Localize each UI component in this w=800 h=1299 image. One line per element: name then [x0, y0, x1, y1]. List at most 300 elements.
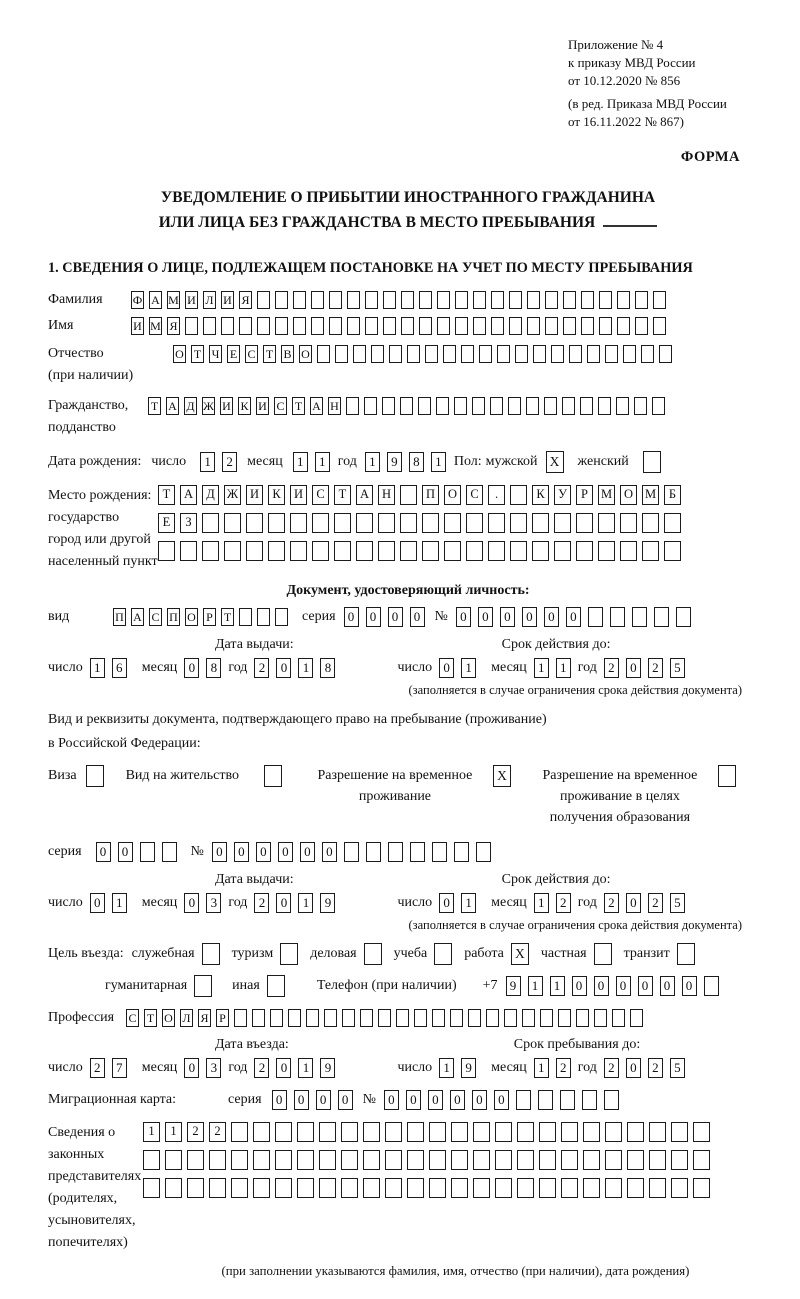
char-cell[interactable]: 1: [112, 893, 127, 913]
char-cell[interactable]: [604, 1090, 619, 1110]
char-cell[interactable]: [335, 345, 348, 363]
char-cell[interactable]: [252, 1009, 265, 1027]
char-cell[interactable]: И: [290, 485, 307, 505]
char-cell[interactable]: 0: [660, 976, 675, 996]
char-cell[interactable]: 0: [594, 976, 609, 996]
char-cell[interactable]: А: [131, 608, 144, 626]
char-cell[interactable]: 9: [320, 1058, 335, 1078]
char-cell[interactable]: [180, 541, 197, 561]
char-cell[interactable]: 0: [184, 658, 199, 678]
char-cell[interactable]: [297, 1150, 314, 1170]
char-cell[interactable]: 3: [206, 1058, 221, 1078]
char-cell[interactable]: [346, 397, 359, 415]
char-cell[interactable]: [410, 842, 425, 862]
char-cell[interactable]: Н: [378, 485, 395, 505]
char-cell[interactable]: [599, 317, 612, 335]
char-cell[interactable]: [671, 1178, 688, 1198]
char-cell[interactable]: [385, 1150, 402, 1170]
char-cell[interactable]: 2: [604, 658, 619, 678]
char-cell[interactable]: О: [444, 485, 461, 505]
char-cell[interactable]: 0: [439, 893, 454, 913]
char-cell[interactable]: 0: [384, 1090, 399, 1110]
char-cell[interactable]: [344, 842, 359, 862]
char-cell[interactable]: И: [185, 291, 198, 309]
char-cell[interactable]: 9: [461, 1058, 476, 1078]
business-checkbox[interactable]: [364, 943, 382, 965]
char-cell[interactable]: [623, 345, 636, 363]
char-cell[interactable]: [664, 541, 681, 561]
char-cell[interactable]: 1: [550, 976, 565, 996]
char-cell[interactable]: [598, 541, 615, 561]
char-cell[interactable]: А: [180, 485, 197, 505]
char-cell[interactable]: [532, 541, 549, 561]
char-cell[interactable]: [576, 541, 593, 561]
char-cell[interactable]: [275, 1178, 292, 1198]
char-cell[interactable]: [319, 1122, 336, 1142]
char-cell[interactable]: Р: [216, 1009, 229, 1027]
char-cell[interactable]: [509, 317, 522, 335]
char-cell[interactable]: 7: [112, 1058, 127, 1078]
char-cell[interactable]: [634, 397, 647, 415]
char-cell[interactable]: [231, 1150, 248, 1170]
char-cell[interactable]: [491, 317, 504, 335]
char-cell[interactable]: [383, 317, 396, 335]
char-cell[interactable]: [605, 1150, 622, 1170]
char-cell[interactable]: 2: [604, 893, 619, 913]
char-cell[interactable]: [630, 1009, 643, 1027]
char-cell[interactable]: 1: [293, 452, 308, 472]
char-cell[interactable]: [342, 1009, 355, 1027]
char-cell[interactable]: [383, 291, 396, 309]
char-cell[interactable]: 1: [556, 658, 571, 678]
char-cell[interactable]: [527, 291, 540, 309]
char-cell[interactable]: [288, 1009, 301, 1027]
char-cell[interactable]: С: [274, 397, 287, 415]
char-cell[interactable]: [510, 513, 527, 533]
char-cell[interactable]: [444, 513, 461, 533]
char-cell[interactable]: О: [299, 345, 312, 363]
char-cell[interactable]: [407, 1178, 424, 1198]
char-cell[interactable]: [312, 513, 329, 533]
char-cell[interactable]: 1: [298, 658, 313, 678]
char-cell[interactable]: [642, 541, 659, 561]
char-cell[interactable]: [311, 291, 324, 309]
char-cell[interactable]: 0: [322, 842, 337, 862]
char-cell[interactable]: [526, 397, 539, 415]
char-cell[interactable]: 3: [206, 893, 221, 913]
char-cell[interactable]: П: [113, 608, 126, 626]
char-cell[interactable]: [545, 291, 558, 309]
char-cell[interactable]: [425, 345, 438, 363]
char-cell[interactable]: [583, 1150, 600, 1170]
char-cell[interactable]: 0: [256, 842, 271, 862]
char-cell[interactable]: [224, 541, 241, 561]
char-cell[interactable]: [649, 1178, 666, 1198]
char-cell[interactable]: 1: [143, 1122, 160, 1142]
char-cell[interactable]: [185, 317, 198, 335]
char-cell[interactable]: [533, 345, 546, 363]
char-cell[interactable]: [378, 541, 395, 561]
char-cell[interactable]: [187, 1178, 204, 1198]
char-cell[interactable]: [587, 345, 600, 363]
char-cell[interactable]: [202, 541, 219, 561]
char-cell[interactable]: [209, 1150, 226, 1170]
char-cell[interactable]: [347, 291, 360, 309]
char-cell[interactable]: [311, 317, 324, 335]
char-cell[interactable]: [554, 541, 571, 561]
char-cell[interactable]: 0: [626, 893, 641, 913]
char-cell[interactable]: [632, 607, 647, 627]
char-cell[interactable]: [583, 1122, 600, 1142]
char-cell[interactable]: [389, 345, 402, 363]
char-cell[interactable]: 1: [461, 658, 476, 678]
char-cell[interactable]: [246, 513, 263, 533]
char-cell[interactable]: [165, 1150, 182, 1170]
char-cell[interactable]: [231, 1122, 248, 1142]
char-cell[interactable]: [221, 317, 234, 335]
char-cell[interactable]: [275, 1150, 292, 1170]
char-cell[interactable]: С: [466, 485, 483, 505]
char-cell[interactable]: 0: [234, 842, 249, 862]
char-cell[interactable]: Т: [334, 485, 351, 505]
char-cell[interactable]: О: [173, 345, 186, 363]
char-cell[interactable]: 0: [276, 1058, 291, 1078]
char-cell[interactable]: [510, 485, 527, 505]
char-cell[interactable]: 2: [556, 893, 571, 913]
char-cell[interactable]: [539, 1178, 556, 1198]
char-cell[interactable]: 2: [254, 893, 269, 913]
char-cell[interactable]: Я: [167, 317, 180, 335]
char-cell[interactable]: [676, 607, 691, 627]
char-cell[interactable]: [353, 345, 366, 363]
char-cell[interactable]: [488, 513, 505, 533]
char-cell[interactable]: [540, 1009, 553, 1027]
char-cell[interactable]: [312, 541, 329, 561]
char-cell[interactable]: [401, 317, 414, 335]
char-cell[interactable]: [385, 1122, 402, 1142]
char-cell[interactable]: [473, 317, 486, 335]
char-cell[interactable]: [187, 1150, 204, 1170]
char-cell[interactable]: [551, 345, 564, 363]
char-cell[interactable]: [400, 513, 417, 533]
char-cell[interactable]: [693, 1178, 710, 1198]
char-cell[interactable]: 0: [566, 607, 581, 627]
char-cell[interactable]: [329, 291, 342, 309]
char-cell[interactable]: Р: [576, 485, 593, 505]
char-cell[interactable]: [664, 513, 681, 533]
char-cell[interactable]: 0: [344, 607, 359, 627]
char-cell[interactable]: 9: [387, 452, 402, 472]
char-cell[interactable]: М: [150, 318, 161, 333]
char-cell[interactable]: И: [256, 397, 269, 415]
char-cell[interactable]: А: [310, 397, 323, 415]
study-checkbox[interactable]: [434, 943, 452, 965]
char-cell[interactable]: [641, 345, 654, 363]
char-cell[interactable]: [257, 608, 270, 626]
char-cell[interactable]: [561, 1122, 578, 1142]
char-cell[interactable]: [538, 1090, 553, 1110]
char-cell[interactable]: [466, 513, 483, 533]
char-cell[interactable]: [451, 1122, 468, 1142]
char-cell[interactable]: [495, 1150, 512, 1170]
char-cell[interactable]: [363, 1178, 380, 1198]
char-cell[interactable]: [509, 291, 522, 309]
char-cell[interactable]: О: [162, 1009, 175, 1027]
char-cell[interactable]: [588, 607, 603, 627]
char-cell[interactable]: [341, 1178, 358, 1198]
char-cell[interactable]: 5: [670, 1058, 685, 1078]
char-cell[interactable]: [473, 291, 486, 309]
char-cell[interactable]: 0: [118, 842, 133, 862]
char-cell[interactable]: [620, 541, 637, 561]
visa-checkbox[interactable]: [86, 765, 104, 787]
char-cell[interactable]: 0: [450, 1090, 465, 1110]
char-cell[interactable]: [429, 1150, 446, 1170]
char-cell[interactable]: 0: [300, 842, 315, 862]
char-cell[interactable]: О: [185, 608, 198, 626]
char-cell[interactable]: К: [268, 485, 285, 505]
char-cell[interactable]: 0: [366, 607, 381, 627]
char-cell[interactable]: [317, 345, 330, 363]
char-cell[interactable]: [490, 397, 503, 415]
other-checkbox[interactable]: [267, 975, 285, 997]
char-cell[interactable]: [562, 397, 575, 415]
char-cell[interactable]: [290, 513, 307, 533]
char-cell[interactable]: М: [642, 485, 659, 505]
char-cell[interactable]: [451, 1150, 468, 1170]
char-cell[interactable]: 2: [604, 1058, 619, 1078]
char-cell[interactable]: 5: [670, 658, 685, 678]
char-cell[interactable]: [297, 1178, 314, 1198]
char-cell[interactable]: [366, 842, 381, 862]
char-cell[interactable]: [594, 1009, 607, 1027]
char-cell[interactable]: Ж: [224, 485, 241, 505]
char-cell[interactable]: А: [149, 291, 162, 309]
char-cell[interactable]: Я: [198, 1009, 211, 1027]
char-cell[interactable]: 2: [648, 1058, 663, 1078]
char-cell[interactable]: Е: [227, 345, 240, 363]
char-cell[interactable]: [257, 317, 270, 335]
char-cell[interactable]: 0: [522, 607, 537, 627]
char-cell[interactable]: М: [598, 485, 615, 505]
char-cell[interactable]: [598, 397, 611, 415]
char-cell[interactable]: [158, 541, 175, 561]
char-cell[interactable]: [563, 317, 576, 335]
char-cell[interactable]: [356, 541, 373, 561]
char-cell[interactable]: С: [149, 608, 162, 626]
char-cell[interactable]: [407, 1150, 424, 1170]
char-cell[interactable]: 0: [682, 976, 697, 996]
residence-permit-checkbox[interactable]: [264, 765, 282, 787]
char-cell[interactable]: [268, 541, 285, 561]
char-cell[interactable]: [400, 541, 417, 561]
char-cell[interactable]: [365, 291, 378, 309]
char-cell[interactable]: А: [356, 485, 373, 505]
char-cell[interactable]: [270, 1009, 283, 1027]
char-cell[interactable]: [527, 317, 540, 335]
char-cell[interactable]: 1: [165, 1122, 182, 1142]
char-cell[interactable]: [473, 1122, 490, 1142]
male-checkbox[interactable]: X: [546, 451, 564, 473]
char-cell[interactable]: [419, 291, 432, 309]
humanitarian-checkbox[interactable]: [194, 975, 212, 997]
char-cell[interactable]: [436, 397, 449, 415]
char-cell[interactable]: [554, 513, 571, 533]
char-cell[interactable]: 0: [388, 607, 403, 627]
char-cell[interactable]: 5: [670, 893, 685, 913]
char-cell[interactable]: [290, 541, 307, 561]
private-checkbox[interactable]: [594, 943, 612, 965]
char-cell[interactable]: Б: [664, 485, 681, 505]
char-cell[interactable]: [539, 1150, 556, 1170]
char-cell[interactable]: [560, 1090, 575, 1110]
char-cell[interactable]: [360, 1009, 373, 1027]
char-cell[interactable]: [293, 291, 306, 309]
char-cell[interactable]: 8: [320, 658, 335, 678]
char-cell[interactable]: К: [238, 397, 251, 415]
char-cell[interactable]: 0: [626, 658, 641, 678]
char-cell[interactable]: [202, 513, 219, 533]
char-cell[interactable]: 0: [184, 893, 199, 913]
char-cell[interactable]: 0: [478, 607, 493, 627]
char-cell[interactable]: 2: [187, 1122, 204, 1142]
char-cell[interactable]: 0: [212, 842, 227, 862]
char-cell[interactable]: [539, 1122, 556, 1142]
char-cell[interactable]: 0: [616, 976, 631, 996]
char-cell[interactable]: А: [166, 397, 179, 415]
char-cell[interactable]: [341, 1122, 358, 1142]
char-cell[interactable]: 2: [648, 893, 663, 913]
char-cell[interactable]: [627, 1122, 644, 1142]
char-cell[interactable]: 0: [572, 976, 587, 996]
char-cell[interactable]: Т: [148, 397, 161, 415]
char-cell[interactable]: [495, 1178, 512, 1198]
char-cell[interactable]: [522, 1009, 535, 1027]
char-cell[interactable]: [297, 1122, 314, 1142]
char-cell[interactable]: 1: [461, 893, 476, 913]
char-cell[interactable]: 0: [276, 658, 291, 678]
char-cell[interactable]: [473, 1178, 490, 1198]
char-cell[interactable]: [224, 513, 241, 533]
char-cell[interactable]: Ж: [203, 398, 214, 413]
char-cell[interactable]: 1: [90, 658, 105, 678]
char-cell[interactable]: [371, 345, 384, 363]
char-cell[interactable]: [582, 1090, 597, 1110]
char-cell[interactable]: [461, 345, 474, 363]
char-cell[interactable]: О: [620, 485, 637, 505]
char-cell[interactable]: 1: [534, 658, 549, 678]
char-cell[interactable]: [488, 541, 505, 561]
char-cell[interactable]: 6: [112, 658, 127, 678]
char-cell[interactable]: [616, 397, 629, 415]
char-cell[interactable]: [508, 397, 521, 415]
char-cell[interactable]: [400, 397, 413, 415]
char-cell[interactable]: [363, 1122, 380, 1142]
char-cell[interactable]: Ч: [209, 345, 222, 363]
char-cell[interactable]: 0: [494, 1090, 509, 1110]
char-cell[interactable]: [598, 513, 615, 533]
char-cell[interactable]: [143, 1150, 160, 1170]
char-cell[interactable]: [324, 1009, 337, 1027]
char-cell[interactable]: Д: [202, 485, 219, 505]
char-cell[interactable]: [419, 317, 432, 335]
char-cell[interactable]: И: [221, 291, 234, 309]
char-cell[interactable]: [429, 1178, 446, 1198]
char-cell[interactable]: 2: [254, 658, 269, 678]
char-cell[interactable]: 0: [406, 1090, 421, 1110]
char-cell[interactable]: [275, 291, 288, 309]
char-cell[interactable]: [497, 345, 510, 363]
tourism-checkbox[interactable]: [280, 943, 298, 965]
char-cell[interactable]: [545, 317, 558, 335]
char-cell[interactable]: [516, 1090, 531, 1110]
char-cell[interactable]: [569, 345, 582, 363]
char-cell[interactable]: [561, 1178, 578, 1198]
char-cell[interactable]: 1: [200, 452, 215, 472]
char-cell[interactable]: [693, 1122, 710, 1142]
char-cell[interactable]: Т: [221, 608, 234, 626]
char-cell[interactable]: [257, 291, 270, 309]
char-cell[interactable]: [209, 1178, 226, 1198]
char-cell[interactable]: С: [312, 485, 329, 505]
char-cell[interactable]: [599, 291, 612, 309]
char-cell[interactable]: [363, 1150, 380, 1170]
char-cell[interactable]: [532, 513, 549, 533]
char-cell[interactable]: [231, 1178, 248, 1198]
char-cell[interactable]: [401, 291, 414, 309]
char-cell[interactable]: [432, 1009, 445, 1027]
char-cell[interactable]: 0: [428, 1090, 443, 1110]
female-checkbox[interactable]: [643, 451, 661, 473]
char-cell[interactable]: Н: [328, 397, 341, 415]
char-cell[interactable]: [455, 317, 468, 335]
char-cell[interactable]: Д: [184, 397, 197, 415]
char-cell[interactable]: И: [220, 397, 233, 415]
char-cell[interactable]: [378, 1009, 391, 1027]
char-cell[interactable]: [329, 317, 342, 335]
char-cell[interactable]: 0: [638, 976, 653, 996]
char-cell[interactable]: [659, 345, 672, 363]
char-cell[interactable]: 0: [410, 607, 425, 627]
char-cell[interactable]: 0: [316, 1090, 331, 1110]
char-cell[interactable]: Ф: [132, 292, 143, 307]
char-cell[interactable]: [246, 541, 263, 561]
char-cell[interactable]: [429, 1122, 446, 1142]
char-cell[interactable]: Т: [292, 397, 305, 415]
work-checkbox[interactable]: X: [511, 943, 529, 965]
char-cell[interactable]: 0: [276, 893, 291, 913]
char-cell[interactable]: [443, 345, 456, 363]
char-cell[interactable]: 0: [500, 607, 515, 627]
char-cell[interactable]: 1: [315, 452, 330, 472]
char-cell[interactable]: [473, 1150, 490, 1170]
char-cell[interactable]: 0: [184, 1058, 199, 1078]
char-cell[interactable]: [203, 317, 216, 335]
char-cell[interactable]: Я: [239, 291, 252, 309]
char-cell[interactable]: З: [180, 513, 197, 533]
char-cell[interactable]: [504, 1009, 517, 1027]
char-cell[interactable]: 2: [254, 1058, 269, 1078]
char-cell[interactable]: К: [532, 485, 549, 505]
char-cell[interactable]: 2: [90, 1058, 105, 1078]
char-cell[interactable]: [275, 1122, 292, 1142]
char-cell[interactable]: [388, 842, 403, 862]
char-cell[interactable]: [517, 1122, 534, 1142]
char-cell[interactable]: 2: [556, 1058, 571, 1078]
char-cell[interactable]: П: [422, 485, 439, 505]
char-cell[interactable]: 0: [294, 1090, 309, 1110]
char-cell[interactable]: [491, 291, 504, 309]
